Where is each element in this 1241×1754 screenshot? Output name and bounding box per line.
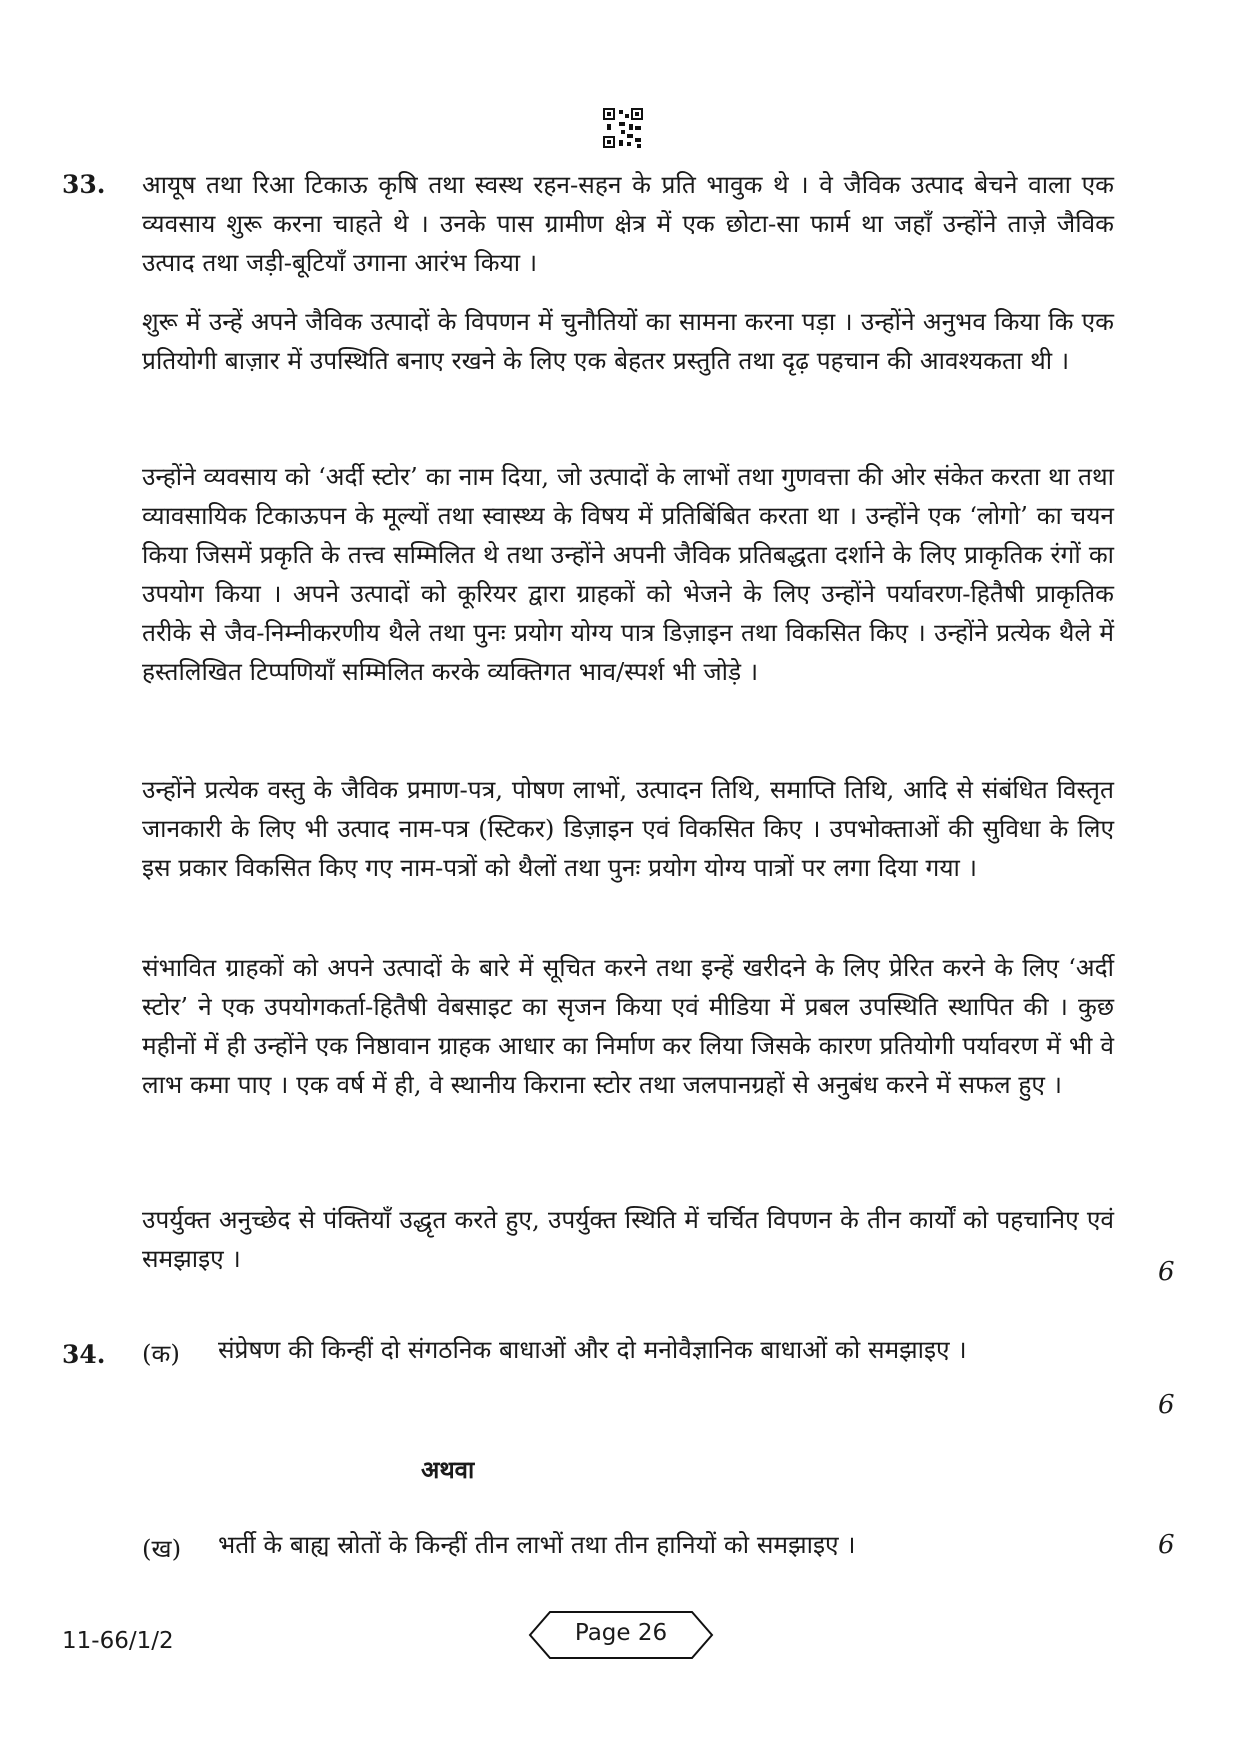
q33-marks: 6 — [1158, 1257, 1175, 1287]
q33-question-text: उपर्युक्त अनुच्छेद से पंक्तियाँ उद्धृत करते हुए, उपर्युक्त स्थिति में चर्चित विपणन के तीन कार्यों को पहचानिए एवं समझाइए । — [142, 1205, 1114, 1273]
q34-option-b-label: (ख) — [142, 1534, 182, 1563]
question-number-34: 34. — [62, 1340, 106, 1369]
q33-paragraph-3: उन्होंने व्यवसाय को ‘अर्दी स्टोर’ का नाम दिया, जो उत्पादों के लाभों तथा गुणवत्ता की ओर संकेत करता था तथा व्यावसायिक टिकाऊपन के मूल्यों तथा स्वास्थ्य के विषय में प्रतिबिंबित करता था । उन्होंने एक ‘लोगो’ का चयन किया जिसमें प्रकृति के तत्त्व सम्मिलित थे तथा उन्होंने अपनी जैविक प्रतिबद्धता दर्शाने के लिए प्राकृतिक रंगों का उपयोग किया । अपने उत्पादों को कूरियर द्वारा ग्राहकों को भेजने के लिए उन्होंने पर्यावरण-हितैषी प्राकृतिक तरीके से जैव-निम्नीकरणीय थैले तथा पुनः प्रयोग योग्य पात्र डिज़ाइन तथा विकसित किए । उन्होंने प्रत्येक थैले में हस्तलिखित टिप्पणियाँ सम्मिलित करके व्यक्तिगत भाव/स्पर्श भी जोड़े । — [142, 462, 1114, 686]
q34-option-b-marks: 6 — [1158, 1530, 1175, 1560]
q34-option-b-text: भर्ती के बाह्य स्रोतों के किन्हीं तीन लाभों तथा तीन हानियों को समझाइए । — [218, 1530, 856, 1559]
q34-option-a-label: (क) — [142, 1339, 180, 1368]
qr-code-icon — [603, 108, 643, 148]
question-number-33: 33. — [62, 170, 106, 199]
q33-paragraph-1: आयूष तथा रिआ टिकाऊ कृषि तथा स्वस्थ रहन-सहन के प्रति भावुक थे । वे जैविक उत्पाद बेचने वाला एक व्यवसाय शुरू करना चाहते थे । उनके पास ग्रामीण क्षेत्र में एक छोटा-सा फार्म था जहाँ उन्होंने ताज़े जैविक उत्पाद तथा जड़ी-बूटियाँ उगाना आरंभ किया । — [142, 170, 1114, 277]
q33-paragraph-5: संभावित ग्राहकों को अपने उत्पादों के बारे में सूचित करने तथा इन्हें खरीदने के लिए प्रेरित करने के लिए ‘अर्दी स्टोर’ ने एक उपयोगकर्ता-हितैषी वेबसाइट का सृजन किया एवं मीडिया में प्रबल उपस्थिति स्थापित की । कुछ महीनों में ही उन्होंने एक निष्ठावान ग्राहक आधार का निर्माण कर लिया जिसके कारण प्रतियोगी पर्यावरण में भी वे लाभ कमा पाए । एक वर्ष में ही, वे स्थानीय किराना स्टोर तथा जलपानग्रहों से अनुबंध करने में सफल हुए । — [142, 953, 1114, 1099]
q33-paragraph-4: उन्होंने प्रत्येक वस्तु के जैविक प्रमाण-पत्र, पोषण लाभों, उत्पादन तिथि, समाप्ति तिथि, आदि से संबंधित विस्तृत जानकारी के लिए भी उत्पाद नाम-पत्र (स्टिकर) डिज़ाइन एवं विकसित किए । उपभोक्ताओं की सुविधा के लिए इस प्रकार विकसित किए गए नाम-पत्रों को थैलों तथा पुनः प्रयोग योग्य पात्रों पर लगा दिया गया । — [142, 775, 1114, 882]
q33-paragraph-2: शुरू में उन्हें अपने जैविक उत्पादों के विपणन में चुनौतियों का सामना करना पड़ा । उन्होंने अनुभव किया कि एक प्रतियोगी बाज़ार में उपस्थिति बनाए रखने के लिए एक बेहतर प्रस्तुति तथा दृढ़ पहचान की आवश्यकता थी । — [142, 307, 1114, 375]
or-separator: अथवा — [421, 1455, 475, 1484]
page-number: Page 26 — [574, 1620, 668, 1646]
q34-option-a-text: संप्रेषण की किन्हीं दो संगठनिक बाधाओं और दो मनोवैज्ञानिक बाधाओं को समझाइए । — [218, 1335, 967, 1364]
q34-option-a-marks: 6 — [1158, 1390, 1175, 1420]
paper-code: 11-66/1/2 — [62, 1628, 174, 1654]
page-number-badge — [528, 1610, 714, 1660]
